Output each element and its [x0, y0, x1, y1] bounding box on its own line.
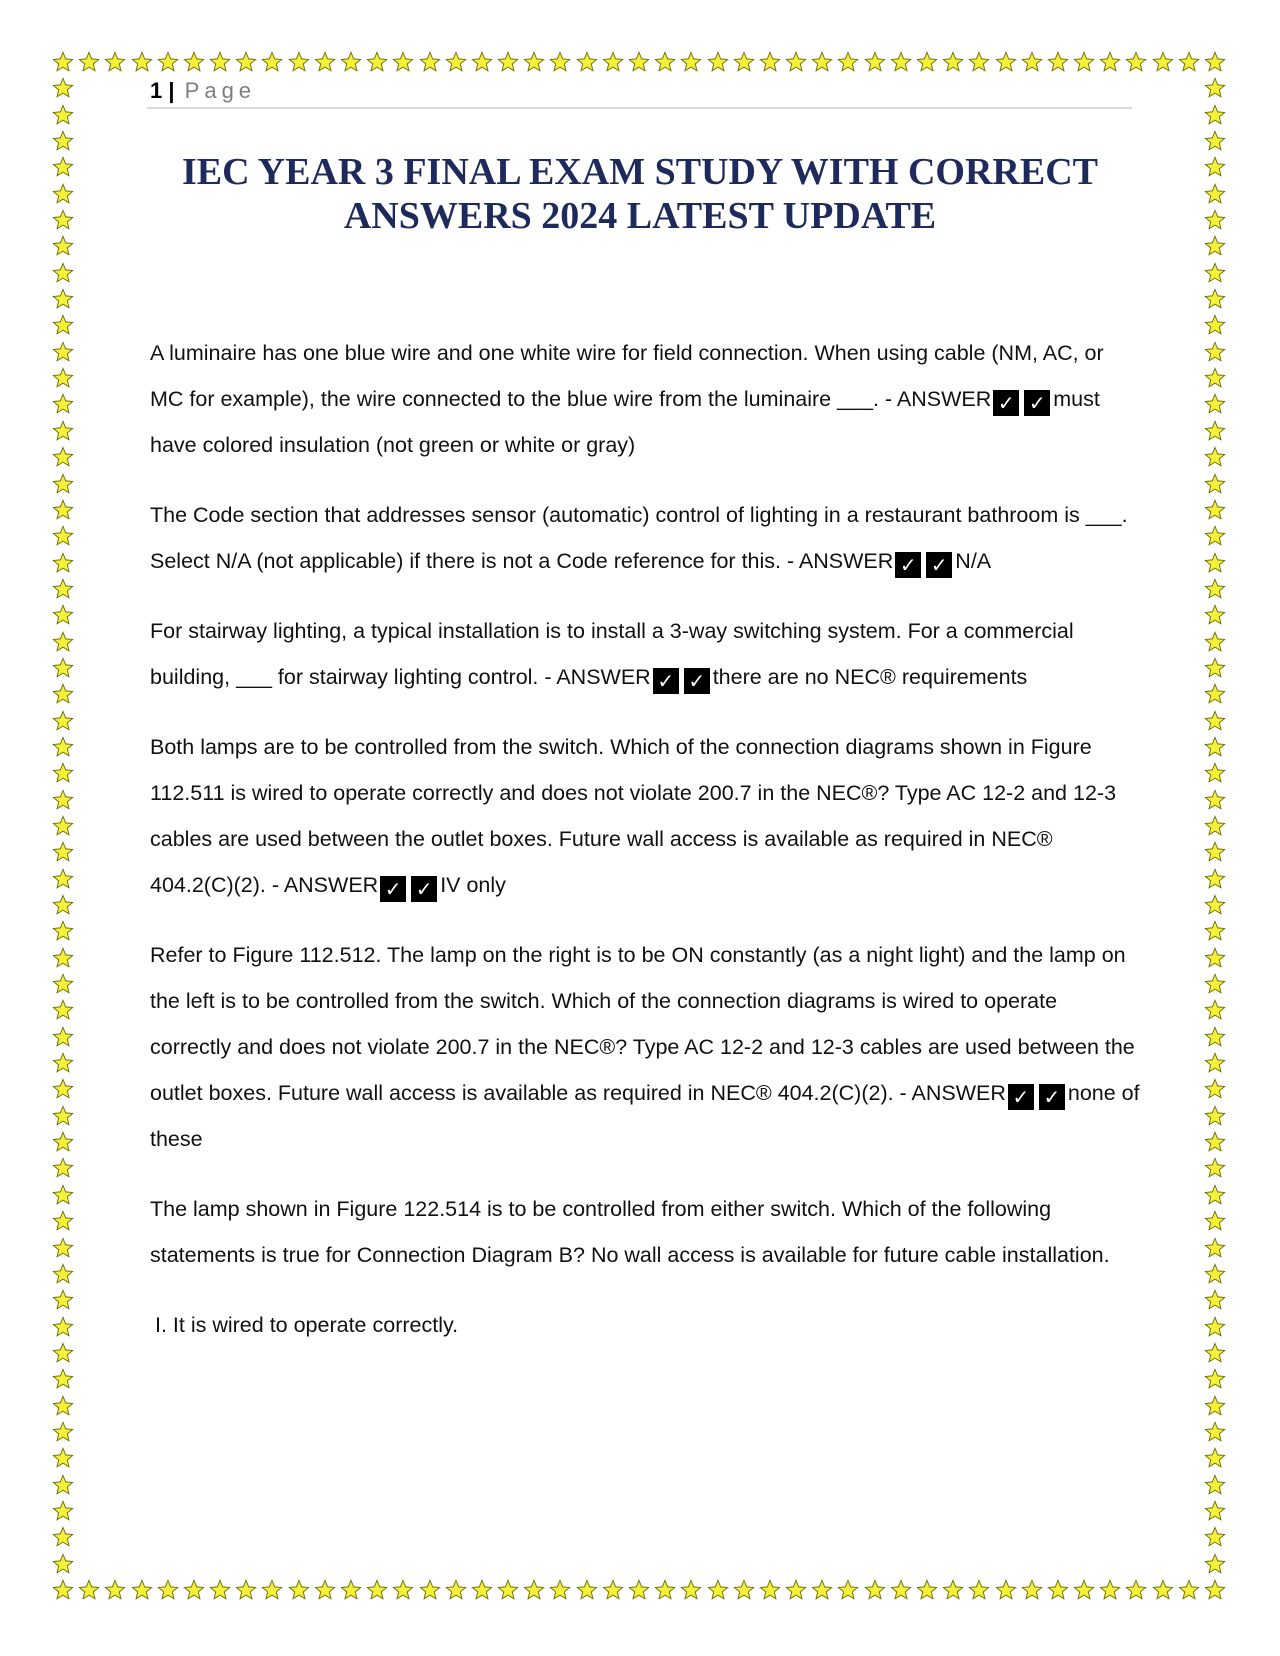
star-icon — [1204, 1579, 1226, 1601]
star-icon — [52, 1052, 74, 1074]
star-icon — [52, 1210, 74, 1232]
star-icon — [52, 420, 74, 442]
star-icon — [209, 1579, 231, 1601]
star-icon — [52, 341, 74, 363]
title-line-2: ANSWERS 2024 LATEST UPDATE — [343, 195, 937, 237]
star-icon — [52, 604, 74, 626]
statement-1: I. It is wired to operate correctly. — [155, 1313, 459, 1337]
star-icon — [392, 51, 414, 73]
star-icon — [52, 130, 74, 152]
star-icon — [445, 51, 467, 73]
star-icon — [1204, 920, 1226, 942]
star-icon — [52, 77, 74, 99]
star-icon — [1178, 1579, 1200, 1601]
question-6: The lamp shown in Figure 122.514 is to be controlled from either switch. Which of the following statements is true for Connection Diagram B? No wall access is available for future cable installation. — [150, 1197, 1110, 1267]
star-icon — [314, 1579, 336, 1601]
answer-text: must have colored insulation (not green or white or gray) — [150, 387, 1100, 457]
star-icon — [1204, 762, 1226, 784]
star-icon — [52, 1157, 74, 1179]
star-icon — [1204, 683, 1226, 705]
star-icon — [549, 1579, 571, 1601]
star-icon — [52, 736, 74, 758]
star-icon — [1204, 710, 1226, 732]
star-icon — [1047, 51, 1069, 73]
star-icon — [52, 235, 74, 257]
checkmark-icon: ✓ — [895, 552, 921, 578]
star-icon — [52, 1263, 74, 1285]
star-icon — [52, 1474, 74, 1496]
star-icon — [52, 868, 74, 890]
star-icon — [52, 631, 74, 653]
page-number: 1 — [150, 78, 163, 103]
star-icon — [1204, 77, 1226, 99]
star-icon — [235, 51, 257, 73]
star-icon — [131, 1579, 153, 1601]
star-icon — [52, 1526, 74, 1548]
header-rule — [147, 107, 1132, 109]
star-icon — [1204, 499, 1226, 521]
star-icon — [1204, 1421, 1226, 1443]
star-icon — [968, 1579, 990, 1601]
star-icon — [523, 51, 545, 73]
question-1 — [150, 330, 1140, 468]
star-icon — [1204, 1553, 1226, 1575]
star-icon — [1204, 1131, 1226, 1153]
star-icon — [1204, 657, 1226, 679]
star-icon — [52, 209, 74, 231]
star-icon — [288, 1579, 310, 1601]
star-icon — [1204, 183, 1226, 205]
star-icon — [1204, 631, 1226, 653]
star-icon — [549, 51, 571, 73]
star-icon — [1021, 51, 1043, 73]
star-icon — [314, 51, 336, 73]
star-icon — [52, 156, 74, 178]
star-icon — [261, 1579, 283, 1601]
star-icon — [1204, 841, 1226, 863]
star-icon — [52, 525, 74, 547]
star-icon — [1204, 1447, 1226, 1469]
star-icon — [916, 1579, 938, 1601]
star-icon — [235, 1579, 257, 1601]
star-icon — [523, 1579, 545, 1601]
star-icon — [52, 894, 74, 916]
star-icon — [785, 1579, 807, 1601]
star-icon — [1204, 1368, 1226, 1390]
star-icon — [52, 393, 74, 415]
star-icon — [366, 51, 388, 73]
star-icon — [1204, 262, 1226, 284]
star-icon — [183, 51, 205, 73]
star-icon — [707, 1579, 729, 1601]
title-line-1: IEC YEAR 3 FINAL EXAM STUDY WITH CORRECT — [182, 151, 1098, 193]
answer-text: IV only — [440, 873, 506, 897]
star-icon — [392, 1579, 414, 1601]
star-icon — [837, 51, 859, 73]
star-icon — [576, 1579, 598, 1601]
star-icon — [157, 1579, 179, 1601]
star-icon — [183, 1579, 205, 1601]
star-icon — [759, 51, 781, 73]
page-header — [150, 78, 256, 104]
star-icon — [52, 920, 74, 942]
question-2 — [150, 492, 1140, 584]
star-icon — [1204, 815, 1226, 837]
checkmark-icon: ✓ — [926, 552, 952, 578]
question-text: The Code section that addresses sensor (automatic) control of lighting in a restaurant bathroom is ___. Select N/A (not applicable) if there is not a Code reference for this. - ANSWER — [150, 503, 1128, 573]
checkmark-icon: ✓ — [380, 876, 406, 902]
star-icon — [1099, 51, 1121, 73]
star-icon — [1125, 51, 1147, 73]
star-icon — [1204, 578, 1226, 600]
star-icon — [1204, 789, 1226, 811]
star-icon — [52, 262, 74, 284]
star-icon — [52, 104, 74, 126]
answer-text: there are no NEC® requirements — [712, 665, 1028, 689]
star-icon — [1204, 235, 1226, 257]
star-icon — [52, 1579, 74, 1601]
star-icon — [707, 51, 729, 73]
answer-text: none of these — [150, 1081, 1140, 1151]
star-icon — [602, 1579, 624, 1601]
star-icon — [52, 1316, 74, 1338]
star-icon — [1204, 367, 1226, 389]
star-icon — [52, 999, 74, 1021]
star-icon — [78, 51, 100, 73]
star-icon — [1204, 525, 1226, 547]
star-icon — [837, 1579, 859, 1601]
star-icon — [1204, 446, 1226, 468]
question-4 — [150, 724, 1140, 908]
star-icon — [1204, 736, 1226, 758]
star-icon — [52, 1368, 74, 1390]
star-icon — [1204, 1500, 1226, 1522]
star-icon — [811, 1579, 833, 1601]
star-icon — [1204, 894, 1226, 916]
star-icon — [52, 1421, 74, 1443]
star-icon — [1204, 868, 1226, 890]
star-icon — [52, 473, 74, 495]
star-icon — [1047, 1579, 1069, 1601]
star-icon — [52, 841, 74, 863]
star-icon — [52, 1184, 74, 1206]
star-icon — [1204, 104, 1226, 126]
star-icon — [497, 1579, 519, 1601]
star-icon — [1204, 1474, 1226, 1496]
star-icon — [628, 1579, 650, 1601]
star-icon — [1204, 1289, 1226, 1311]
star-icon — [890, 51, 912, 73]
star-icon — [471, 51, 493, 73]
checkmark-icon: ✓ — [993, 390, 1019, 416]
star-icon — [52, 499, 74, 521]
star-icon — [52, 446, 74, 468]
star-icon — [52, 1026, 74, 1048]
star-icon — [1204, 1526, 1226, 1548]
star-icon — [366, 1579, 388, 1601]
star-icon — [680, 1579, 702, 1601]
star-icon — [52, 1447, 74, 1469]
star-icon — [733, 1579, 755, 1601]
answer-text: N/A — [955, 549, 992, 573]
star-icon — [288, 51, 310, 73]
star-icon — [471, 1579, 493, 1601]
star-icon — [1204, 1184, 1226, 1206]
question-text: Both lamps are to be controlled from the switch. Which of the connection diagrams shown in Figure 112.511 is wired to operate correctly and does not violate 200.7 in the NEC®? Type AC 12-2 and 12-3 cables are used between the outlet boxes. Future wall access is available as required in NEC® 404.2(C)(2). - ANSWER — [150, 735, 1117, 897]
star-icon — [864, 1579, 886, 1601]
star-icon — [942, 51, 964, 73]
star-icon — [1073, 51, 1095, 73]
star-icon — [1204, 420, 1226, 442]
star-icon — [52, 1078, 74, 1100]
page-separator: | — [168, 78, 175, 103]
star-icon — [419, 1579, 441, 1601]
star-icon — [52, 51, 74, 73]
checkmark-icon: ✓ — [1024, 390, 1050, 416]
checkmark-icon: ✓ — [411, 876, 437, 902]
star-icon — [654, 51, 676, 73]
star-icon — [890, 1579, 912, 1601]
star-icon — [1099, 1579, 1121, 1601]
star-icon — [445, 1579, 467, 1601]
star-icon — [104, 51, 126, 73]
star-icon — [419, 51, 441, 73]
star-icon — [1204, 156, 1226, 178]
star-icon — [1204, 604, 1226, 626]
question-5 — [150, 932, 1140, 1162]
star-icon — [1073, 1579, 1095, 1601]
question-3 — [150, 608, 1140, 700]
star-icon — [1204, 1237, 1226, 1259]
star-icon — [52, 815, 74, 837]
star-icon — [52, 1131, 74, 1153]
checkmark-icon: ✓ — [684, 668, 710, 694]
star-icon — [52, 1105, 74, 1127]
star-icon — [52, 1553, 74, 1575]
star-icon — [811, 51, 833, 73]
star-icon — [1178, 51, 1200, 73]
star-icon — [1204, 1263, 1226, 1285]
star-icon — [1204, 552, 1226, 574]
star-icon — [733, 51, 755, 73]
star-icon — [1152, 1579, 1174, 1601]
star-icon — [52, 657, 74, 679]
star-icon — [654, 1579, 676, 1601]
star-icon — [52, 288, 74, 310]
star-icon — [52, 367, 74, 389]
star-icon — [1204, 341, 1226, 363]
star-icon — [52, 314, 74, 336]
star-icon — [1204, 973, 1226, 995]
checkmark-icon: ✓ — [653, 668, 679, 694]
checkmark-icon: ✓ — [1039, 1084, 1065, 1110]
star-icon — [1204, 393, 1226, 415]
star-icon — [104, 1579, 126, 1601]
star-icon — [1204, 999, 1226, 1021]
star-icon — [759, 1579, 781, 1601]
star-icon — [1204, 1157, 1226, 1179]
star-icon — [628, 51, 650, 73]
question-text: For stairway lighting, a typical installation is to install a 3-way switching system. For a commercial building, ___ for stairway lighting control. - ANSWER — [150, 619, 1074, 689]
star-icon — [52, 183, 74, 205]
star-icon — [1204, 1078, 1226, 1100]
star-icon — [680, 51, 702, 73]
question-text: Refer to Figure 112.512. The lamp on the right is to be ON constantly (as a night light) and the lamp on the left is to be controlled from the switch. Which of the connection diagrams is wired to operate correctly and does not violate 200.7 in the NEC®? Type AC 12-2 and 12-3 cables are used between the outlet boxes. Future wall access is available as required in NEC® 404.2(C)(2). - ANSWER — [150, 943, 1135, 1105]
star-icon — [1152, 51, 1174, 73]
star-icon — [785, 51, 807, 73]
star-icon — [1204, 1395, 1226, 1417]
star-icon — [131, 51, 153, 73]
star-icon — [52, 973, 74, 995]
star-icon — [1204, 1342, 1226, 1364]
question-text: A luminaire has one blue wire and one white wire for field connection. When using cable (NM, AC, or MC for example), the wire connected to the blue wire from the luminaire ___. - ANSWER — [150, 341, 1104, 411]
star-icon — [602, 51, 624, 73]
star-icon — [1204, 1105, 1226, 1127]
star-icon — [52, 710, 74, 732]
star-icon — [52, 683, 74, 705]
star-icon — [1204, 1316, 1226, 1338]
star-icon — [52, 1395, 74, 1417]
star-icon — [340, 1579, 362, 1601]
star-icon — [942, 1579, 964, 1601]
star-icon — [52, 947, 74, 969]
star-icon — [52, 1342, 74, 1364]
star-icon — [1204, 314, 1226, 336]
star-icon — [1204, 947, 1226, 969]
star-icon — [157, 51, 179, 73]
star-icon — [1204, 473, 1226, 495]
star-icon — [916, 51, 938, 73]
star-icon — [1204, 288, 1226, 310]
star-icon — [1204, 1026, 1226, 1048]
star-icon — [78, 1579, 100, 1601]
page-label: Page — [184, 78, 257, 103]
star-icon — [52, 1500, 74, 1522]
star-icon — [52, 1237, 74, 1259]
star-icon — [52, 578, 74, 600]
star-icon — [1204, 1052, 1226, 1074]
star-icon — [1204, 1210, 1226, 1232]
star-icon — [995, 1579, 1017, 1601]
star-icon — [1204, 130, 1226, 152]
star-icon — [995, 51, 1017, 73]
star-icon — [52, 789, 74, 811]
star-icon — [864, 51, 886, 73]
star-icon — [52, 1289, 74, 1311]
star-icon — [1204, 209, 1226, 231]
checkmark-icon: ✓ — [1008, 1084, 1034, 1110]
star-icon — [261, 51, 283, 73]
star-icon — [209, 51, 231, 73]
star-icon — [497, 51, 519, 73]
star-icon — [340, 51, 362, 73]
star-icon — [1021, 1579, 1043, 1601]
star-icon — [52, 552, 74, 574]
document-title — [150, 150, 1130, 238]
star-icon — [968, 51, 990, 73]
star-icon — [1125, 1579, 1147, 1601]
document-body — [150, 330, 1140, 1372]
star-icon — [576, 51, 598, 73]
star-icon — [1204, 51, 1226, 73]
star-icon — [52, 762, 74, 784]
